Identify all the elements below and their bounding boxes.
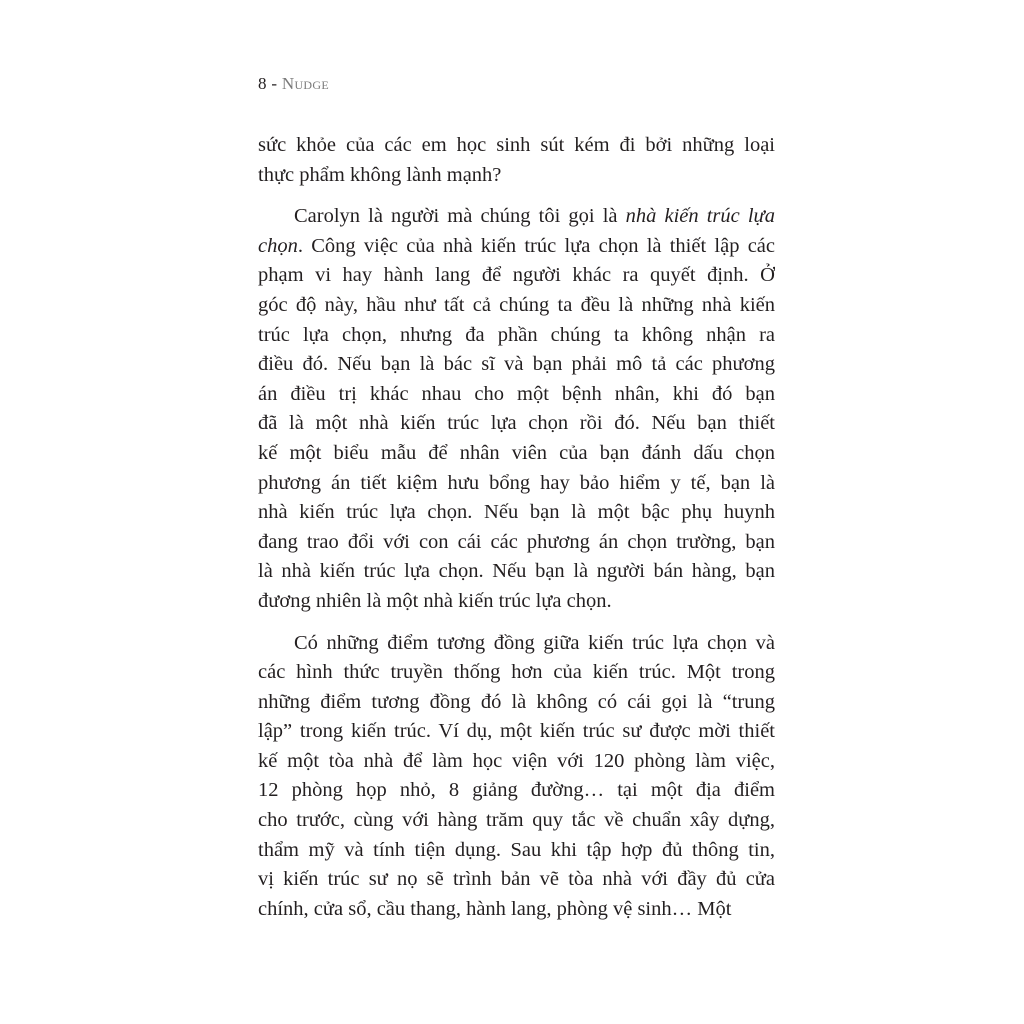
text-line: góc độ này, hầu như tất cả chúng ta đều là những nhà kiến	[258, 293, 775, 316]
text-line: án điều trị khác nhau cho một bệnh nhân, khi đó bạn	[258, 382, 775, 405]
text-line: Có những điểm tương đồng giữa kiến trúc lựa chọn và	[294, 631, 775, 654]
text-line: là nhà kiến trúc lựa chọn. Nếu bạn là người bán hàng, bạn	[258, 560, 775, 583]
text-segment: Carolyn là người mà chúng tôi gọi là	[294, 205, 626, 228]
page-body	[258, 131, 775, 936]
page-number: 8	[258, 74, 267, 93]
text-line: các hình thức truyền thống hơn của kiến trúc. Một trong	[258, 661, 775, 684]
text-line: đã là một nhà kiến trúc lựa chọn rồi đó. Nếu bạn thiết	[258, 412, 775, 435]
running-header	[258, 74, 329, 94]
text-line: vị kiến trúc sư nọ sẽ trình bản vẽ tòa nhà với đầy đủ cửa	[258, 868, 775, 891]
header-separator: -	[266, 74, 282, 93]
text-line: lập” trong kiến trúc. Ví dụ, một kiến trúc sư được mời thiết	[258, 720, 775, 743]
text-line	[258, 232, 775, 262]
text-line: đương nhiên là một nhà kiến trúc lựa chọn.	[258, 589, 612, 612]
text-segment: . Công việc của nhà kiến trúc lựa chọn là thiết lập các	[297, 234, 775, 257]
text-line	[258, 202, 775, 232]
paragraph-1	[258, 131, 775, 190]
text-line: nhà kiến trúc lựa chọn. Nếu bạn là một bậc phụ huynh	[258, 501, 775, 524]
text-line: đang trao đổi với con cái các phương án chọn trường, bạn	[258, 530, 775, 553]
text-line: kế một tòa nhà để làm học viện với 120 phòng làm việc,	[258, 749, 775, 772]
text-line: điều đó. Nếu bạn là bác sĩ và bạn phải mô tả các phương	[258, 353, 775, 376]
text-line: chính, cửa sổ, cầu thang, hành lang, phòng vệ sinh… Một	[258, 897, 732, 920]
text-line: trúc lựa chọn, nhưng đa phần chúng ta không nhận ra	[258, 323, 775, 346]
text-line: sức khỏe của các em học sinh sút kém đi bởi những loại	[258, 134, 775, 156]
paragraph-2	[258, 202, 775, 616]
text-line: phạm vi hay hành lang để người khác ra quyết định. Ở	[258, 264, 775, 287]
text-line: kế một biểu mẫu để nhân viên của bạn đánh dấu chọn	[258, 441, 775, 464]
text-line: thực phẩm không lành mạnh?	[258, 163, 502, 186]
italic-term: chọn	[258, 234, 298, 257]
text-line: những điểm tương đồng đó là không có cái gọi là “trung	[258, 690, 775, 713]
text-line: thẩm mỹ và tính tiện dụng. Sau khi tập hợp đủ thông tin,	[258, 838, 775, 861]
text-line: 12 phòng họp nhỏ, 8 giảng đường… tại một địa điểm	[258, 779, 775, 802]
book-title: Nudge	[281, 74, 329, 93]
text-line: phương án tiết kiệm hưu bổng hay bảo hiểm y tế, bạn là	[258, 471, 775, 494]
text-line: cho trước, cùng với hàng trăm quy tắc về chuẩn xây dựng,	[258, 809, 775, 832]
italic-term: nhà kiến trúc lựa	[625, 205, 775, 228]
paragraph-3	[258, 629, 775, 925]
